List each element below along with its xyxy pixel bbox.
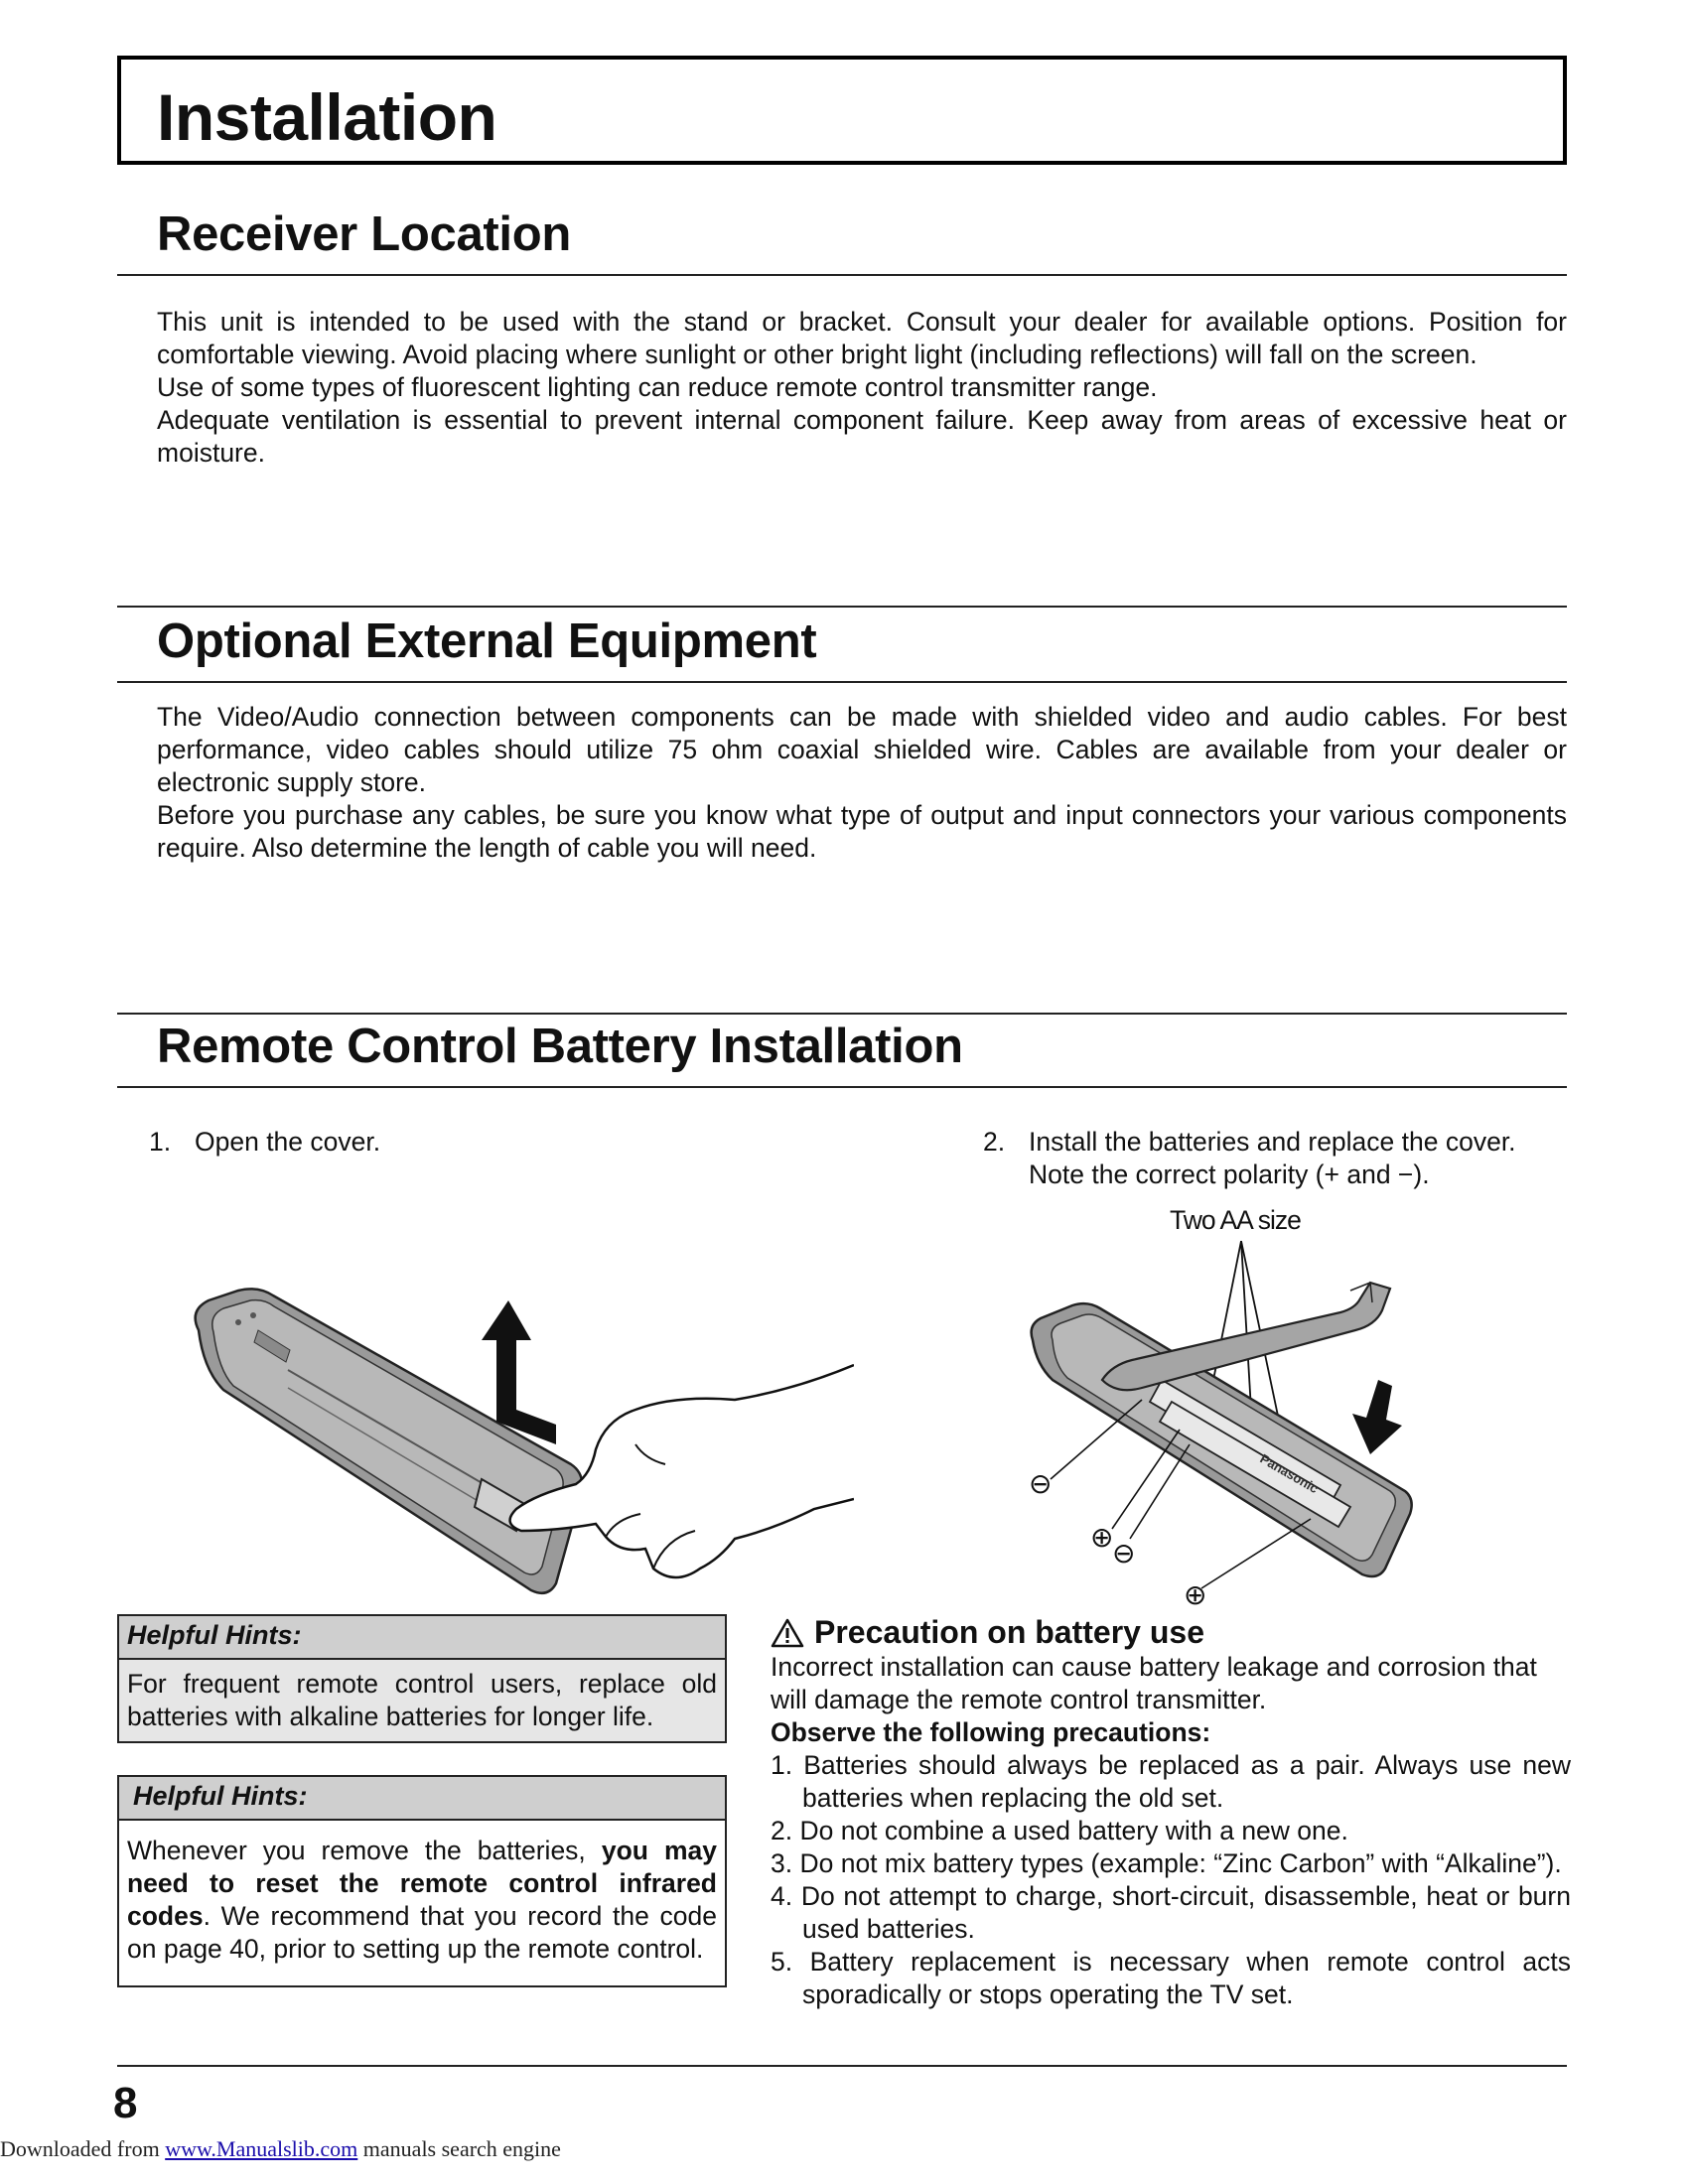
step-1-text: Open the cover. (195, 1127, 381, 1157)
plus-polarity-icon: ⊕ (1184, 1578, 1207, 1608)
manualslib-link[interactable]: www.Manualslib.com (165, 2136, 358, 2161)
battery-installation-heading: Remote Control Battery Installation (157, 1020, 963, 1073)
divider (117, 1013, 1567, 1015)
receiver-location-text (157, 306, 1567, 470)
step-2-line-2: Note the correct polarity (+ and −). (1029, 1160, 1430, 1189)
list-item: 1. Batteries should always be replaced as a pair. Always use new batteries when replacing the old set. (771, 1750, 1571, 1813)
step-2-line-1: Install the batteries and replace the cover. (1029, 1127, 1516, 1157)
optional-equipment-text (157, 701, 1567, 865)
receiver-para-3: Adequate ventilation is essential to prevent internal component failure. Keep away from areas of excessive heat or moisture. (157, 405, 1567, 468)
step-1-number: 1. (149, 1127, 172, 1157)
download-footer (0, 2136, 561, 2162)
hint-text-a: Whenever you remove the batteries, (127, 1836, 602, 1865)
helpful-hints-body: For frequent remote control users, replace old batteries with alkaline batteries for longer life. (119, 1660, 725, 1741)
install-batteries-illustration (1013, 1231, 1430, 1608)
list-item: 5. Battery replacement is necessary when remote control acts sporadically or stops operating the TV set. (771, 1947, 1571, 2009)
precaution-list (771, 1749, 1571, 2011)
page-title: Installation (157, 80, 497, 154)
receiver-para-1: This unit is intended to be used with the stand or bracket. Consult your dealer for available options. Position for comfortable viewing. Avoid placing where sunlight or other bright light (including reflections) will fall on the screen. (157, 307, 1567, 369)
plus-polarity-icon: ⊕ (1090, 1521, 1114, 1554)
receiver-location-heading: Receiver Location (157, 207, 571, 261)
precaution-title-row (771, 1616, 1571, 1649)
divider (117, 1086, 1567, 1088)
minus-polarity-icon: ⊖ (1112, 1537, 1136, 1570)
step-2 (983, 1126, 1516, 1191)
step-1 (149, 1126, 380, 1159)
helpful-hints-box-1 (117, 1614, 727, 1743)
helpful-hints-body (119, 1821, 725, 1974)
divider (117, 274, 1567, 276)
divider (117, 606, 1567, 608)
footer-prefix: Downloaded from (0, 2136, 166, 2161)
helpful-hints-box-2 (117, 1775, 727, 1987)
divider (117, 2065, 1567, 2067)
arrow-down-icon (1352, 1380, 1402, 1454)
step-2-number: 2. (983, 1127, 1006, 1157)
page-number: 8 (113, 2079, 138, 2127)
precaution-title: Precaution on battery use (814, 1614, 1204, 1650)
hint-text-c: . We recommend that you record the code on page 40, prior to setting up the remote control. (127, 1901, 717, 1964)
divider (117, 681, 1567, 683)
optional-para-2: Before you purchase any cables, be sure you know what type of output and input connectors your various components require. Also determine the length of cable you will need. (157, 800, 1567, 863)
helpful-hints-title: Helpful Hints: (119, 1777, 725, 1821)
battery-size-caption: Two AA size (1170, 1205, 1301, 1235)
battery-brand-label: Panasonic (1257, 1450, 1322, 1497)
precaution-section (771, 1616, 1571, 2011)
optional-equipment-heading: Optional External Equipment (157, 614, 817, 668)
list-item: 3. Do not mix battery types (example: “Zinc Carbon” with “Alkaline”). (771, 1848, 1562, 1878)
minus-polarity-icon: ⊖ (1029, 1467, 1053, 1500)
list-item: 2. Do not combine a used battery with a new one. (771, 1816, 1348, 1845)
footer-suffix: manuals search engine (357, 2136, 561, 2161)
hint-text-bold: you may need to reset the remote control infrared codes (127, 1836, 718, 1931)
precaution-intro: Incorrect installation can cause battery leakage and corrosion that will damage the remote control transmitter. (771, 1652, 1537, 1714)
optional-para-1: The Video/Audio connection between components can be made with shielded video and audio cables. For best performance, video cables should utilize 75 ohm coaxial shielded wire. Cables are available from your dealer or electronic supply store. (157, 702, 1567, 797)
receiver-para-2: Use of some types of fluorescent lighting can reduce remote control transmitter range. (157, 372, 1158, 402)
title-box (117, 56, 1567, 165)
warning-triangle-icon (771, 1618, 804, 1648)
list-item: 4. Do not attempt to charge, short-circuit, disassemble, heat or burn used batteries. (771, 1881, 1571, 1944)
open-cover-illustration (179, 1271, 854, 1598)
precaution-subheading: Observe the following precautions: (771, 1717, 1211, 1747)
helpful-hints-title: Helpful Hints: (119, 1616, 725, 1660)
